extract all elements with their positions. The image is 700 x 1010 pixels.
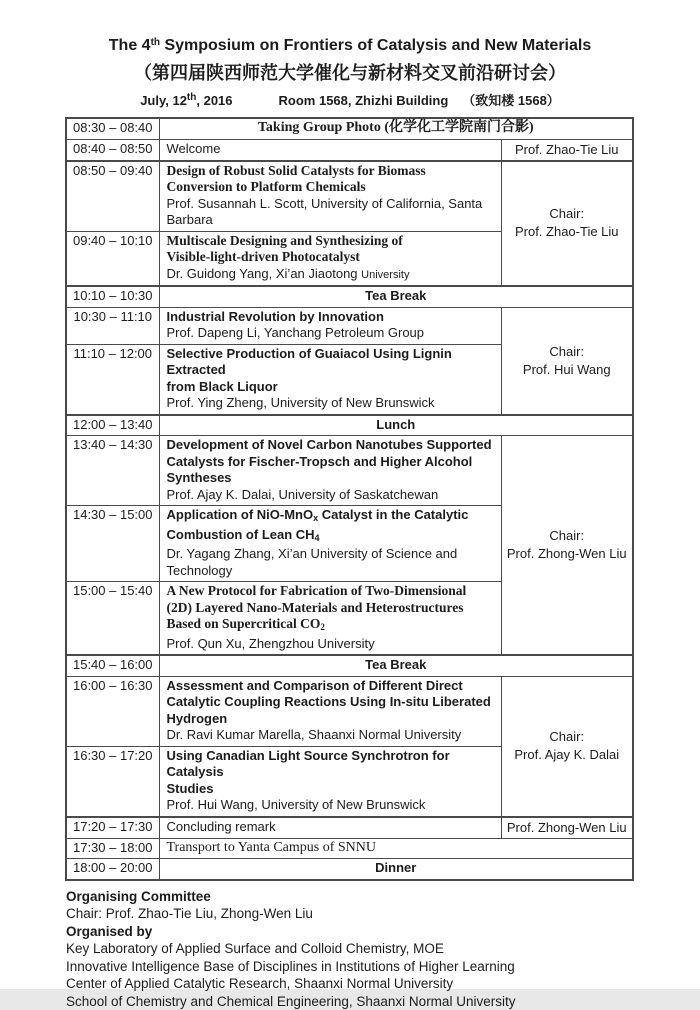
schedule-table-body [66, 118, 633, 880]
organiser-line: Center of Applied Catalytic Research, Shaanxi Normal University [66, 975, 700, 993]
talk-speaker [167, 797, 494, 814]
chair-line: Prof. Zhao-Tie Liu [504, 141, 631, 159]
time-cell: 15:40 – 16:00 [66, 655, 159, 676]
schedule-row [66, 307, 633, 344]
chair-line: Chair: [504, 728, 631, 746]
talk-title [167, 437, 494, 487]
text-segment: A New Protocol for Fabrication of Two-Dimensional [167, 583, 467, 598]
chair-line: Prof. Zhong-Wen Liu [504, 545, 631, 563]
event-cell: Concluding remark [159, 817, 501, 839]
talk-title-line [167, 507, 494, 527]
text-segment: Catalytic Coupling Reactions Using In-situ Liberated [167, 694, 491, 709]
talk-title-line [167, 179, 494, 196]
talk-title-line [167, 437, 494, 454]
text-segment: University [361, 269, 409, 281]
text-segment: Design of Robust Solid Catalysts for Biomass [167, 163, 426, 178]
document-header [0, 0, 700, 109]
schedule-row [66, 436, 633, 506]
page-subtitle-chinese: （第四届陕西师范大学催化与新材料交叉前沿研讨会） [0, 62, 700, 84]
venue-text: Room 1568, Zhizhi Building [279, 93, 449, 108]
chair-cell [501, 676, 633, 817]
talk-speaker-line [167, 325, 494, 342]
talk-speaker-line [167, 395, 494, 412]
text-segment: Syntheses [167, 470, 232, 485]
text-segment: (2D) Layered Nano-Materials and Heterostructures [167, 600, 464, 615]
date-year: , 2016 [196, 93, 232, 108]
text-segment: Studies [167, 781, 214, 796]
chair-line: Prof. Hui Wang [504, 361, 631, 379]
talk-title [167, 678, 494, 728]
subscript-text: x [313, 513, 318, 523]
subscript-text: 4 [315, 533, 320, 543]
time-cell: 15:00 – 15:40 [66, 582, 159, 656]
talk-speaker [167, 636, 494, 653]
talk-cell [159, 436, 501, 506]
schedule-row [66, 118, 633, 139]
chair-cell [501, 817, 633, 839]
section-cell: Lunch [159, 415, 633, 436]
talk-cell [159, 676, 501, 746]
talk-title-line [167, 527, 494, 547]
talk-speaker-line [167, 563, 494, 580]
talk-title-line [167, 249, 494, 266]
schedule-row [66, 286, 633, 307]
schedule-row [66, 655, 633, 676]
time-cell: 17:20 – 17:30 [66, 817, 159, 839]
time-cell: 18:00 – 20:00 [66, 859, 159, 880]
text-segment: Assessment and Comparison of Different Direct [167, 678, 463, 693]
talk-title-line [167, 678, 494, 695]
section-cell: Tea Break [159, 655, 633, 676]
talk-speaker-line [167, 212, 494, 229]
text-segment: Selective Production of Guaiacol Using Lignin Extracted [167, 346, 452, 378]
talk-title [167, 748, 494, 798]
text-segment: Dr. Ravi Kumar Marella, Shaanxi Normal University [167, 727, 462, 742]
time-cell: 10:10 – 10:30 [66, 286, 159, 307]
section-cell: Dinner [159, 859, 633, 880]
talk-title [167, 233, 494, 266]
time-cell: 11:10 – 12:00 [66, 344, 159, 415]
talk-speaker-line [167, 196, 494, 213]
schedule-row [66, 676, 633, 746]
talk-speaker [167, 325, 494, 342]
talk-speaker-line [167, 487, 494, 504]
schedule-row [66, 838, 633, 859]
date-venue-line [0, 93, 700, 109]
talk-cell [159, 231, 501, 286]
section-cell: Taking Group Photo (化学化工学院南门合影) [159, 118, 633, 139]
schedule-row [66, 415, 633, 436]
talk-title-line [167, 309, 494, 326]
chair-line: Chair: [504, 527, 631, 545]
time-cell: 16:30 – 17:20 [66, 746, 159, 817]
talk-speaker [167, 266, 494, 284]
time-cell: 17:30 – 18:00 [66, 838, 159, 859]
talk-title-line [167, 711, 494, 728]
venue-text-chinese: （致知楼 1568） [462, 93, 560, 108]
time-cell: 09:40 – 10:10 [66, 231, 159, 286]
talk-speaker [167, 487, 494, 504]
chair-cell [501, 436, 633, 656]
text-segment: Conversion to Platform Chemicals [167, 179, 366, 194]
text-segment: Development of Novel Carbon Nanotubes Supported [167, 437, 492, 452]
talk-speaker [167, 727, 494, 744]
talk-title-line [167, 748, 494, 781]
time-cell: 12:00 – 13:40 [66, 415, 159, 436]
committee-chair-line: Chair: Prof. Zhao-Tie Liu, Zhong-Wen Liu [66, 905, 700, 923]
talk-title-line [167, 346, 494, 379]
talk-cell [159, 161, 501, 232]
organising-committee-heading: Organising Committee [66, 888, 700, 906]
talk-cell [159, 344, 501, 415]
talk-title-line [167, 583, 494, 600]
text-segment: Industrial Revolution by Innovation [167, 309, 384, 324]
text-segment: Visible-light-driven Photocatalyst [167, 249, 360, 264]
talk-title [167, 507, 494, 546]
schedule-row [66, 139, 633, 161]
talk-speaker-line [167, 727, 494, 744]
section-cell: Transport to Yanta Campus of SNNU [159, 838, 633, 859]
talk-title [167, 309, 494, 326]
schedule-row [66, 859, 633, 880]
organised-by-heading: Organised by [66, 923, 700, 941]
text-segment: Prof. Hui Wang, University of New Brunswick [167, 797, 426, 812]
chair-cell [501, 139, 633, 161]
text-segment: Prof. Susannah L. Scott, University of California, Santa [167, 196, 483, 211]
text-segment: Hydrogen [167, 711, 228, 726]
talk-title-line [167, 470, 494, 487]
schedule-table [65, 117, 634, 881]
talk-title [167, 583, 494, 636]
talk-speaker-line [167, 797, 494, 814]
event-cell: Welcome [159, 139, 501, 161]
talk-speaker-line [167, 546, 494, 563]
time-cell: 08:40 – 08:50 [66, 139, 159, 161]
time-cell: 16:00 – 16:30 [66, 676, 159, 746]
talk-speaker-line [167, 266, 494, 284]
chair-line: Prof. Ajay K. Dalai [504, 746, 631, 764]
section-cell: Tea Break [159, 286, 633, 307]
text-segment: Barbara [167, 212, 213, 227]
text-segment: Prof. Ying Zheng, University of New Brunswick [167, 395, 435, 410]
talk-title-line [167, 233, 494, 250]
talk-title-line [167, 694, 494, 711]
page-title [0, 36, 700, 56]
time-cell: 14:30 – 15:00 [66, 506, 159, 582]
title-ordinal-superscript: th [151, 37, 160, 48]
text-segment: Catalyst in the Catalytic [318, 507, 468, 522]
talk-title-line [167, 454, 494, 471]
talk-cell [159, 506, 501, 582]
time-cell: 08:30 – 08:40 [66, 118, 159, 139]
text-segment: Dr. Guidong Yang, Xi’an Jiaotong [167, 266, 362, 281]
schedule-row [66, 161, 633, 232]
talk-title-line [167, 163, 494, 180]
chair-line: Chair: [504, 343, 631, 361]
organiser-line: School of Chemistry and Chemical Engineering, Shaanxi Normal University [66, 993, 700, 1010]
schedule-row [66, 817, 633, 839]
text-segment: Prof. Dapeng Li, Yanchang Petroleum Group [167, 325, 425, 340]
date-text: July, 12 [140, 93, 187, 108]
talk-title-line [167, 781, 494, 798]
organiser-line: Innovative Intelligence Base of Disciplines in Institutions of Higher Learning [66, 958, 700, 976]
talk-title [167, 346, 494, 396]
talk-speaker [167, 196, 494, 229]
text-segment: from Black Liquor [167, 379, 278, 394]
chair-cell [501, 307, 633, 415]
text-segment: Application of NiO-MnO [167, 507, 314, 522]
text-segment: Prof. Ajay K. Dalai, University of Saskatchewan [167, 487, 439, 502]
chair-line: Prof. Zhong-Wen Liu [504, 819, 631, 837]
talk-title-line [167, 616, 494, 636]
title-prefix: The 4 [109, 37, 151, 54]
organiser-line: Key Laboratory of Applied Surface and Colloid Chemistry, MOE [66, 940, 700, 958]
time-cell: 10:30 – 11:10 [66, 307, 159, 344]
talk-cell [159, 307, 501, 344]
talk-title-line [167, 600, 494, 617]
text-segment: Combustion of Lean CH [167, 527, 315, 542]
text-segment: Using Canadian Light Source Synchrotron for Catalysis [167, 748, 450, 780]
time-cell: 08:50 – 09:40 [66, 161, 159, 232]
text-segment: Dr. Yagang Zhang, Xi’an University of Science and [167, 546, 458, 561]
time-cell: 13:40 – 14:30 [66, 436, 159, 506]
date-ordinal-superscript: th [187, 92, 196, 103]
talk-cell [159, 582, 501, 656]
talk-cell [159, 746, 501, 817]
talk-title [167, 163, 494, 196]
chair-line: Chair: [504, 205, 631, 223]
text-segment: Prof. Qun Xu, Zhengzhou University [167, 636, 375, 651]
talk-title-line [167, 379, 494, 396]
text-segment: Technology [167, 563, 233, 578]
document-footer [66, 888, 700, 1010]
title-suffix: Symposium on Frontiers of Catalysis and New Materials [160, 37, 591, 54]
text-segment: Catalysts for Fischer-Tropsch and Higher Alcohol [167, 454, 473, 469]
chair-line: Prof. Zhao-Tie Liu [504, 223, 631, 241]
talk-speaker-line [167, 636, 494, 653]
chair-cell [501, 161, 633, 287]
text-segment: Multiscale Designing and Synthesizing of [167, 233, 403, 248]
talk-speaker [167, 546, 494, 579]
talk-speaker [167, 395, 494, 412]
text-segment: Based on Supercritical CO [167, 616, 321, 631]
subscript-text: 2 [320, 622, 325, 632]
